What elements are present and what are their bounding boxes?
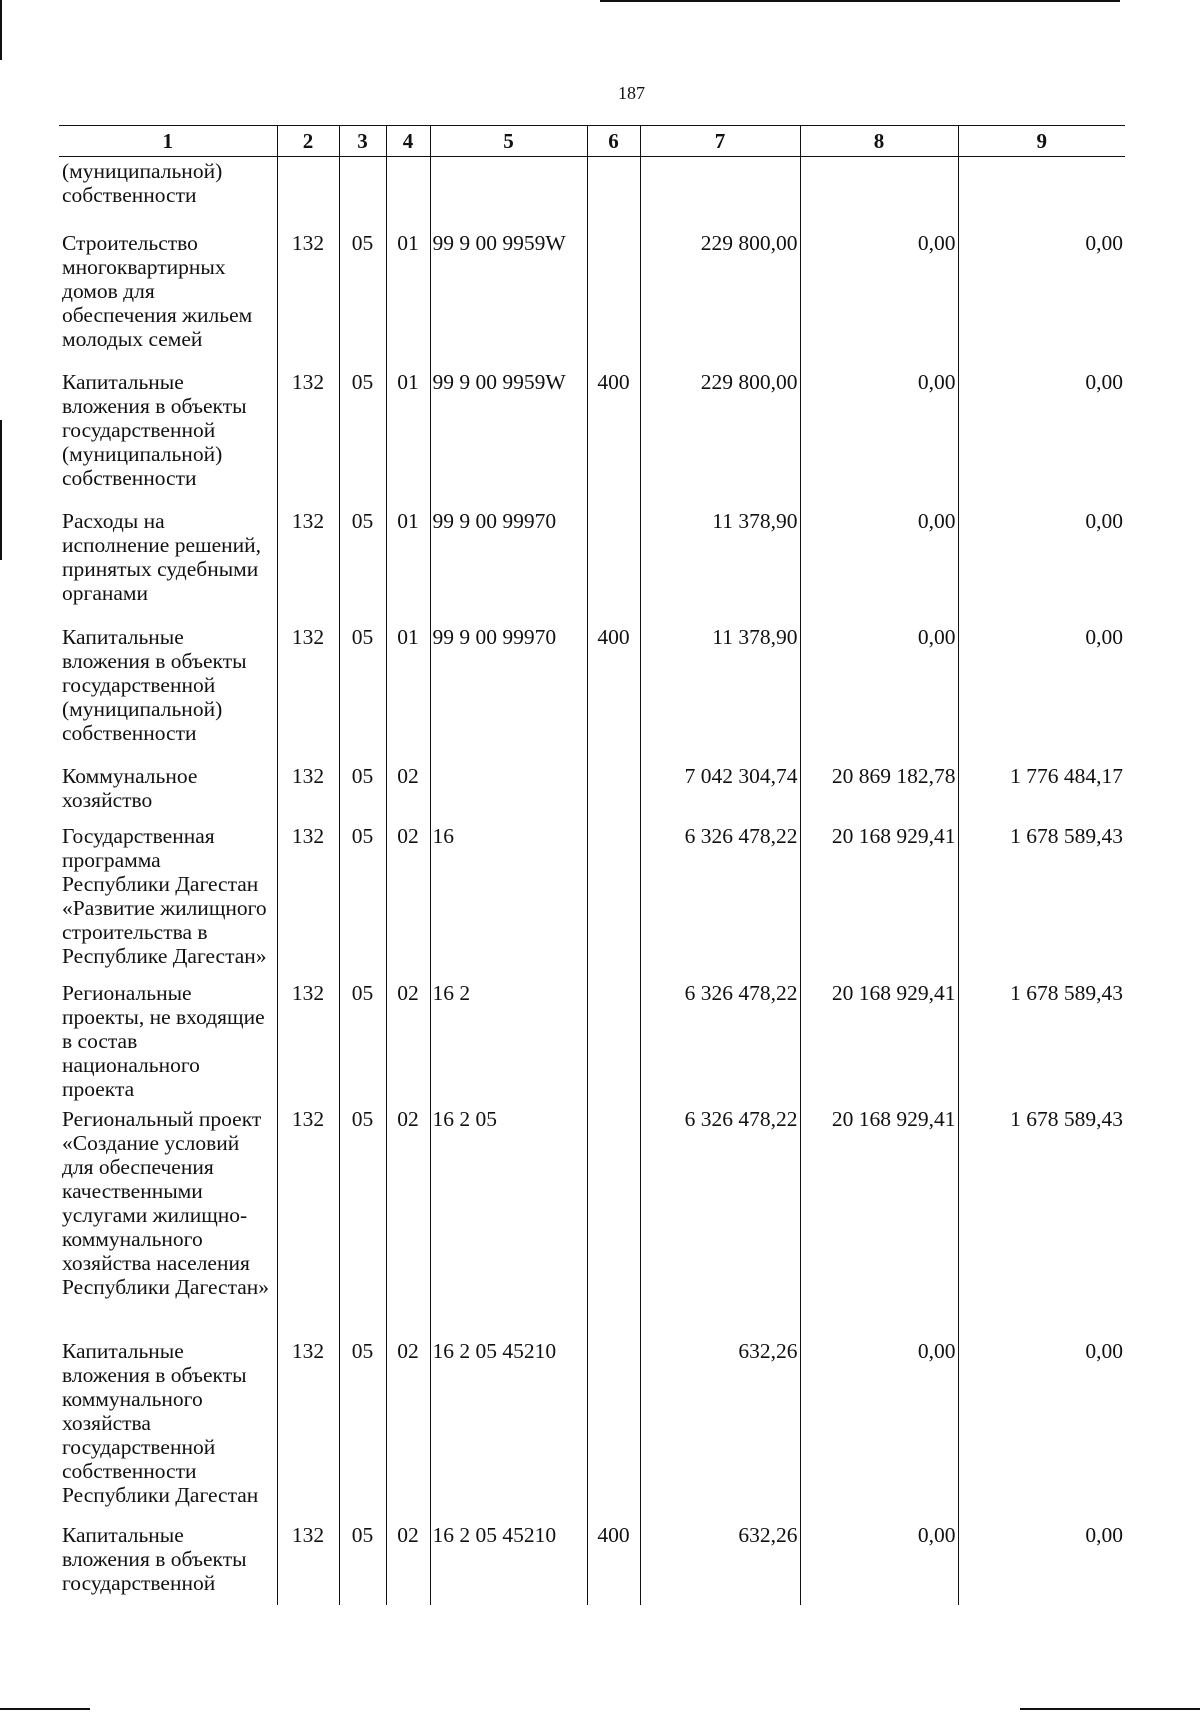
table-row: [59, 368, 1125, 507]
cell-amount-col7: 632,26: [640, 1337, 800, 1521]
row-name: Капитальные вложения в объекты государственной (муниципальной) собственности: [59, 623, 277, 762]
cell-section: 05: [339, 507, 386, 623]
cell-target-article: [430, 157, 587, 229]
cell-amount-col9: 1 678 589,43: [958, 822, 1125, 979]
cell-subsection: 01: [386, 368, 430, 507]
cell-expense-type: 400: [587, 623, 640, 762]
table-row: [59, 623, 1125, 762]
cell-amount-col8: 0,00: [800, 229, 958, 368]
column-header: 3: [339, 126, 386, 157]
cell-amount-col8: 20 168 929,41: [800, 822, 958, 979]
cell-amount-col8: 20 168 929,41: [800, 1105, 958, 1337]
table-row: [59, 822, 1125, 979]
column-header: 2: [277, 126, 339, 157]
cell-admin-code: [277, 157, 339, 229]
cell-admin-code: 132: [277, 507, 339, 623]
cell-amount-col8: 20 168 929,41: [800, 979, 958, 1105]
cell-amount-col7: 7 042 304,74: [640, 762, 800, 822]
cell-amount-col7: 6 326 478,22: [640, 1105, 800, 1337]
cell-subsection: [386, 157, 430, 229]
cell-target-article: 16 2 05 45210: [430, 1337, 587, 1521]
cell-amount-col9: 0,00: [958, 368, 1125, 507]
cell-section: 05: [339, 623, 386, 762]
cell-amount-col8: 0,00: [800, 1521, 958, 1605]
cell-target-article: 99 9 00 99970: [430, 623, 587, 762]
cell-admin-code: 132: [277, 979, 339, 1105]
cell-target-article: 99 9 00 9959W: [430, 229, 587, 368]
cell-amount-col8: 0,00: [800, 1337, 958, 1521]
budget-table: [59, 125, 1125, 1605]
cell-amount-col9: 0,00: [958, 229, 1125, 368]
column-header: 1: [59, 126, 277, 157]
cell-expense-type: 400: [587, 368, 640, 507]
cell-amount-col7: 229 800,00: [640, 368, 800, 507]
scan-edge-line-left: [0, 0, 2, 60]
cell-admin-code: 132: [277, 822, 339, 979]
cell-admin-code: 132: [277, 623, 339, 762]
column-header: 4: [386, 126, 430, 157]
cell-amount-col8: 0,00: [800, 368, 958, 507]
table-row: [59, 1521, 1125, 1605]
cell-expense-type: [587, 762, 640, 822]
cell-amount-col7: 229 800,00: [640, 229, 800, 368]
cell-target-article: 16 2 05: [430, 1105, 587, 1337]
cell-amount-col7: 632,26: [640, 1521, 800, 1605]
row-name: Региональный проект «Создание условий для обеспечения качественными услугами жилищно-коммунального хозяйства населения Республики Дагестан»: [59, 1105, 277, 1337]
scan-edge-line-top: [600, 0, 1120, 2]
cell-amount-col8: 0,00: [800, 507, 958, 623]
cell-subsection: 02: [386, 1337, 430, 1521]
cell-amount-col9: 1 678 589,43: [958, 1105, 1125, 1337]
table-row: [59, 762, 1125, 822]
cell-expense-type: [587, 1105, 640, 1337]
cell-subsection: 01: [386, 229, 430, 368]
cell-subsection: 01: [386, 507, 430, 623]
cell-expense-type: [587, 157, 640, 229]
row-name: Государственная программа Республики Дагестан «Развитие жилищного строительства в Республике Дагестан»: [59, 822, 277, 979]
column-header: 7: [640, 126, 800, 157]
table-row: [59, 1105, 1125, 1337]
cell-subsection: 02: [386, 762, 430, 822]
cell-section: 05: [339, 822, 386, 979]
cell-expense-type: [587, 1337, 640, 1521]
cell-expense-type: [587, 822, 640, 979]
table-row: [59, 1337, 1125, 1521]
table-row: [59, 507, 1125, 623]
cell-section: 05: [339, 1521, 386, 1605]
cell-amount-col8: [800, 157, 958, 229]
row-name: Капитальные вложения в объекты государственной: [59, 1521, 277, 1605]
cell-expense-type: [587, 229, 640, 368]
cell-section: 05: [339, 762, 386, 822]
cell-subsection: 02: [386, 1521, 430, 1605]
cell-amount-col7: 6 326 478,22: [640, 822, 800, 979]
row-name: (муниципальной) собственности: [59, 157, 277, 229]
table-row: [59, 979, 1125, 1105]
cell-amount-col7: 6 326 478,22: [640, 979, 800, 1105]
cell-amount-col9: 0,00: [958, 507, 1125, 623]
cell-amount-col9: [958, 157, 1125, 229]
cell-admin-code: 132: [277, 368, 339, 507]
cell-subsection: 02: [386, 979, 430, 1105]
cell-section: [339, 157, 386, 229]
cell-amount-col9: 0,00: [958, 1337, 1125, 1521]
cell-amount-col9: 0,00: [958, 1521, 1125, 1605]
row-name: Капитальные вложения в объекты коммунального хозяйства государственной собственности Республики Дагестан: [59, 1337, 277, 1521]
cell-amount-col9: 0,00: [958, 623, 1125, 762]
cell-admin-code: 132: [277, 1521, 339, 1605]
row-name: Коммунальное хозяйство: [59, 762, 277, 822]
cell-target-article: [430, 762, 587, 822]
cell-amount-col7: [640, 157, 800, 229]
cell-admin-code: 132: [277, 229, 339, 368]
row-name: Капитальные вложения в объекты государственной (муниципальной) собственности: [59, 368, 277, 507]
cell-target-article: 16 2: [430, 979, 587, 1105]
cell-section: 05: [339, 229, 386, 368]
cell-subsection: 02: [386, 822, 430, 979]
cell-subsection: 01: [386, 623, 430, 762]
cell-expense-type: [587, 507, 640, 623]
table-row: [59, 229, 1125, 368]
cell-section: 05: [339, 1337, 386, 1521]
column-header: 6: [587, 126, 640, 157]
cell-amount-col7: 11 378,90: [640, 507, 800, 623]
cell-target-article: 16: [430, 822, 587, 979]
cell-amount-col7: 11 378,90: [640, 623, 800, 762]
row-name: Расходы на исполнение решений, принятых судебными органами: [59, 507, 277, 623]
cell-admin-code: 132: [277, 1337, 339, 1521]
column-header: 9: [958, 126, 1125, 157]
cell-target-article: 16 2 05 45210: [430, 1521, 587, 1605]
cell-section: 05: [339, 368, 386, 507]
cell-admin-code: 132: [277, 1105, 339, 1337]
table-header-row: [59, 126, 1125, 157]
scan-edge-line-left-lower: [0, 420, 2, 560]
table-row: [59, 157, 1125, 229]
cell-expense-type: 400: [587, 1521, 640, 1605]
column-header: 8: [800, 126, 958, 157]
row-name: Региональные проекты, не входящие в состав национального проекта: [59, 979, 277, 1105]
cell-target-article: 99 9 00 99970: [430, 507, 587, 623]
row-name: Строительство многоквартирных домов для обеспечения жильем молодых семей: [59, 229, 277, 368]
cell-target-article: 99 9 00 9959W: [430, 368, 587, 507]
scan-edge-line-bottom-right: [1020, 1708, 1200, 1710]
cell-amount-col9: 1 678 589,43: [958, 979, 1125, 1105]
cell-section: 05: [339, 979, 386, 1105]
scan-edge-line-bottom: [0, 1708, 90, 1710]
cell-amount-col9: 1 776 484,17: [958, 762, 1125, 822]
cell-amount-col8: 0,00: [800, 623, 958, 762]
column-header: 5: [430, 126, 587, 157]
cell-admin-code: 132: [277, 762, 339, 822]
cell-amount-col8: 20 869 182,78: [800, 762, 958, 822]
cell-section: 05: [339, 1105, 386, 1337]
cell-expense-type: [587, 979, 640, 1105]
page-number: 187: [618, 83, 645, 103]
cell-subsection: 02: [386, 1105, 430, 1337]
